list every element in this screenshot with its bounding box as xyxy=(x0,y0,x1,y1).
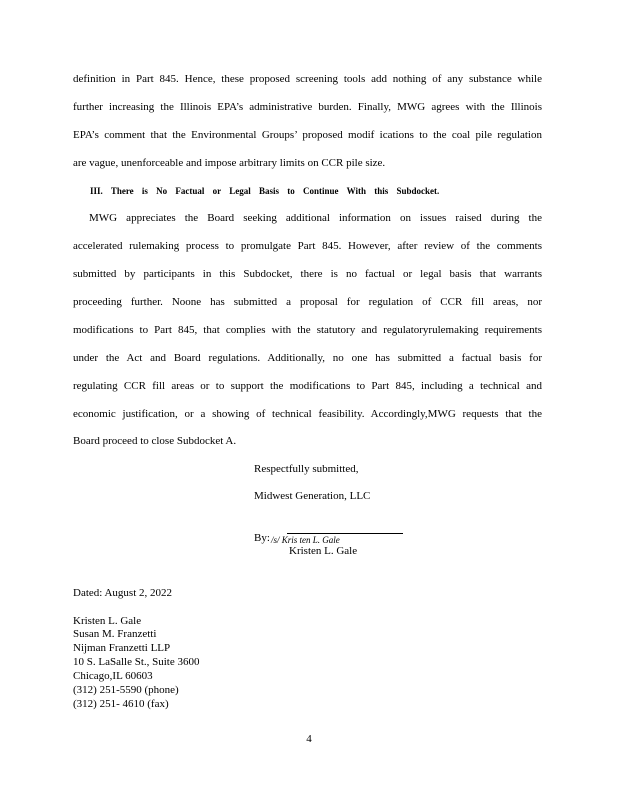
signature-line xyxy=(287,533,403,534)
body-line-6: accelerated rulemaking process to promulgate Part 845. However, after review of the comments xyxy=(73,240,542,252)
electronic-signature: /s/ Kris ten L. Gale xyxy=(271,535,340,545)
body-line-8: proceeding further. Noone has submitted a proposal for regulation of CCR fill areas, nor xyxy=(73,296,542,308)
address-line: 10 S. LaSalle St., Suite 3600 xyxy=(73,656,200,668)
address-line: (312) 251- 4610 (fax) xyxy=(73,698,169,710)
body-line-9: modifications to Part 845, that complies with the statutory and regulatoryrulemaking requirements xyxy=(73,324,542,336)
body-line-7: submitted by participants in this Subdocket, there is no factual or legal basis that warrants xyxy=(73,268,542,280)
signer-name: Kristen L. Gale xyxy=(289,545,358,557)
body-line-3: EPA’s comment that the Environmental Groups’ proposed modif ications to the coal pile regulation xyxy=(73,129,542,141)
closing-respectfully: Respectfully submitted, xyxy=(254,463,359,475)
body-line-13: Board proceed to close Subdocket A. xyxy=(73,435,237,447)
address-line: Chicago,IL 60603 xyxy=(73,670,153,682)
body-line-11: regulating CCR fill areas or to support the modifications to Part 845, including a technical and xyxy=(73,380,542,392)
address-line: Susan M. Franzetti xyxy=(73,628,157,640)
body-line-1: definition in Part 845. Hence, these proposed screening tools add nothing of any substance while xyxy=(73,73,542,85)
address-line: Nijman Franzetti LLP xyxy=(73,642,171,654)
page-number: 4 xyxy=(306,733,312,745)
body-line-2: further increasing the Illinois EPA’s administrative burden. Finally, MWG agrees with the Illinois xyxy=(73,101,542,113)
address-line: Kristen L. Gale xyxy=(73,615,142,627)
body-line-5: MWG appreciates the Board seeking additional information on issues raised during the xyxy=(89,212,542,224)
closing-company: Midwest Generation, LLC xyxy=(254,490,371,502)
body-line-10: under the Act and Board regulations. Additionally, no one has submitted a factual basis for xyxy=(73,352,542,364)
signature-by-label: By: xyxy=(254,532,270,544)
body-line-4: are vague, unenforceable and impose arbitrary limits on CCR pile size. xyxy=(73,157,386,169)
section-heading: III. There is No Factual or Legal Basis to Continue With this Subdocket. xyxy=(90,186,440,196)
body-line-12: economic justification, or a showing of technical feasibility. Accordingly,MWG requests that the xyxy=(73,408,542,420)
dated-line: Dated: August 2, 2022 xyxy=(73,587,172,599)
address-line: (312) 251-5590 (phone) xyxy=(73,684,179,696)
